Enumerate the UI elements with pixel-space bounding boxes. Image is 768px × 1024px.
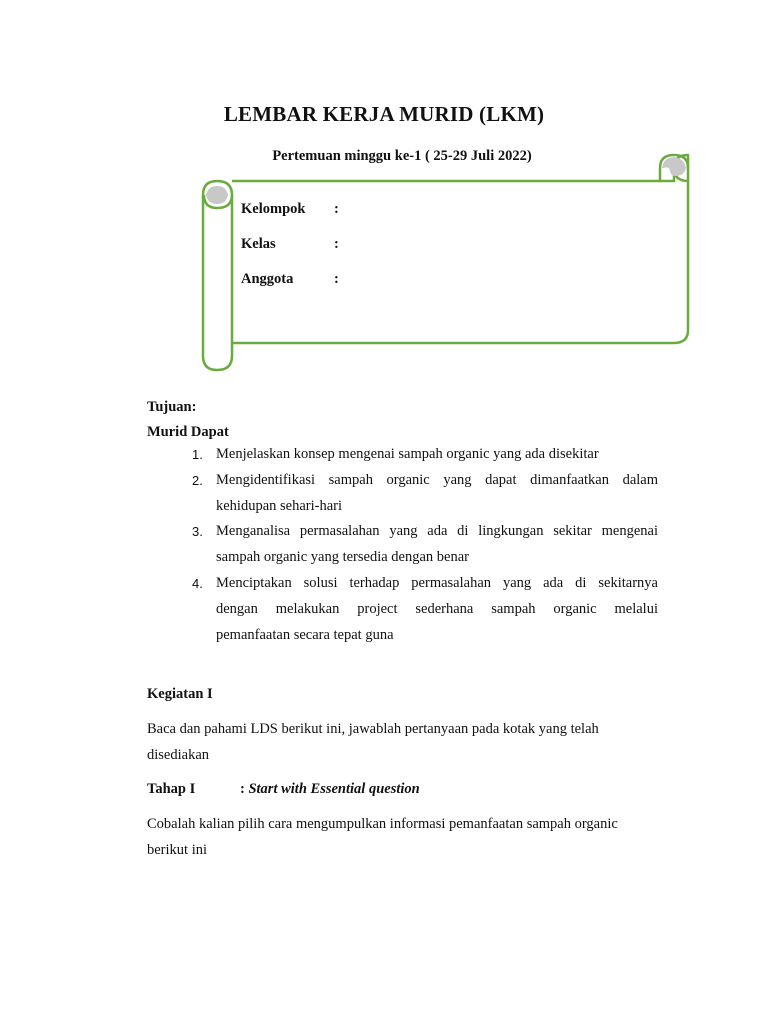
paragraph-line: disediakan [147, 746, 210, 763]
list-number: 1. [192, 447, 203, 462]
list-item [192, 442, 658, 468]
list-line: dengan melakukan project sederhana sampah organic melalui [216, 600, 658, 617]
list-line: Menciptakan solusi terhadap permasalahan yang ada di sekitarnya [216, 574, 658, 591]
tahap-question: Start with Essential question [248, 781, 420, 797]
paragraph-line: berikut ini [147, 841, 208, 858]
field-label: Anggota [241, 271, 294, 287]
scroll-banner-frame [0, 0, 768, 400]
tahap-label: Tahap I [147, 781, 196, 797]
kegiatan-intro [147, 717, 667, 768]
field-label: Kelas [241, 236, 276, 252]
list-item [192, 519, 658, 571]
form-field-anggota [241, 271, 339, 288]
paragraph-line: Cobalah kalian pilih cara mengumpulkan informasi pemanfaatan sampah organic [147, 816, 618, 832]
field-label: Kelompok [241, 201, 306, 217]
list-line: Menganalisa permasalahan yang ada di lingkungan sekitar mengenai [216, 523, 658, 540]
field-colon: : [334, 236, 339, 252]
list-number: 2. [192, 472, 203, 488]
list-number: 4. [192, 575, 203, 591]
list-item [192, 571, 658, 648]
tahap-colon: : [240, 781, 245, 797]
tahap-question-wrap [240, 781, 420, 798]
form-field-kelompok [241, 201, 339, 218]
field-colon: : [334, 271, 339, 287]
tujuan-subheading: Murid Dapat [147, 424, 229, 440]
goals-list [192, 442, 658, 648]
tujuan-heading: Tujuan: [147, 399, 197, 415]
tahap-row [147, 781, 420, 798]
list-item [192, 468, 658, 520]
paragraph-line: Baca dan pahami LDS berikut ini, jawablah pertanyaan pada kotak yang telah [147, 721, 599, 737]
list-line: sampah organic yang tersedia dengan benar [216, 549, 469, 566]
instruction-paragraph [147, 812, 667, 863]
page-subtitle: Pertemuan minggu ke-1 ( 25-29 Juli 2022) [272, 148, 532, 164]
list-line: kehidupan sehari-hari [216, 497, 343, 514]
kegiatan-heading: Kegiatan I [147, 686, 213, 702]
list-line: Menjelaskan konsep mengenai sampah organic yang ada disekitar [216, 446, 599, 462]
list-number: 3. [192, 524, 203, 540]
field-colon: : [334, 201, 339, 217]
page-title: LEMBAR KERJA MURID (LKM) [223, 102, 545, 126]
tujuan-section [147, 395, 229, 445]
list-line: pemanfaatan secara tepat guna [216, 626, 394, 643]
form-field-kelas [241, 236, 339, 253]
list-line: Mengidentifikasi sampah organic yang dapat dimanfaatkan dalam [216, 471, 658, 488]
